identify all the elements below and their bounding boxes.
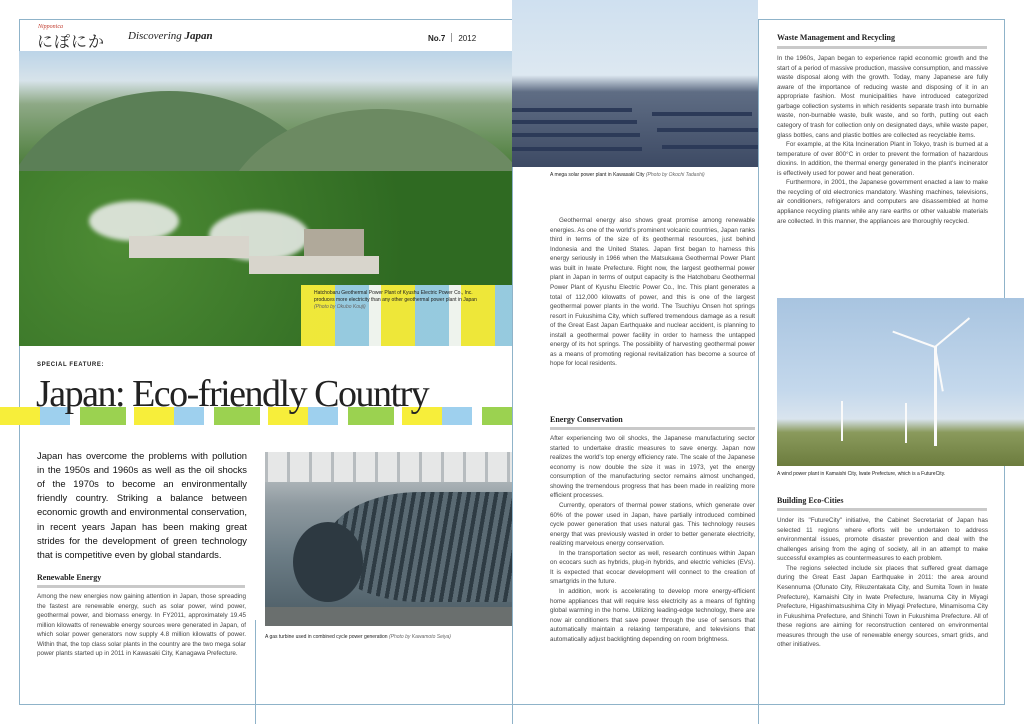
section-title-eco-cities: Building Eco-Cities bbox=[777, 496, 844, 505]
issue-number: No.7 bbox=[428, 34, 446, 43]
frame-right bbox=[1004, 19, 1005, 299]
issue-year: 2012 bbox=[458, 34, 477, 43]
geothermal-caption-credit: (Photo by Okubo Kouji) bbox=[314, 303, 366, 310]
waste-paragraph: Furthermore, in 2001, the Japanese government enacted a law to make the recycling of old electronics mandatory. Washing machines, televisions, air conditioners, refrigerators and computers are disassembled at home appliance recycling plants while any rare earths or other valuable materials are collected. In this manner, the appliances are thoroughly recycled. bbox=[777, 179, 988, 225]
geothermal-caption-text: Hatchobaru Geothermal Power Plant of Kyushu Electric Power Co., Inc. produces more electricity than any other geothermal power plant in Japan bbox=[314, 290, 477, 303]
wind-turbine-blade bbox=[934, 317, 970, 347]
logo: にぽにか bbox=[37, 32, 106, 51]
frame-top-left bbox=[19, 19, 512, 20]
roof-truss bbox=[265, 452, 512, 482]
conservation-body bbox=[550, 434, 755, 644]
wind-plant-photo bbox=[777, 298, 1024, 466]
solar-plant-photo bbox=[512, 0, 758, 167]
solar-panel-row bbox=[512, 133, 640, 137]
section-rule bbox=[777, 508, 987, 511]
eco-cities-paragraph: Under its "FutureCity" initiative, the Cabinet Secretariat of Japan has selected 11 regions where efforts will be undertaken to address environmental issues, promote disaster prevention and deal with the challenges arising from the aging of society, all in an attempt to make successful examples as countermeasures to each problem. bbox=[777, 517, 988, 563]
plant-building bbox=[129, 236, 249, 258]
factory-floor bbox=[265, 607, 512, 626]
solar-caption-text: A mega solar power plant in Kawasaki City bbox=[550, 172, 645, 178]
solar-panel-row bbox=[512, 108, 632, 112]
plant-building bbox=[249, 256, 379, 274]
frame-right-lower bbox=[1004, 466, 1005, 705]
solar-caption-credit: (Photo by Okochi Tadashi) bbox=[645, 172, 705, 178]
waste-paragraph: For example, at the Kita Incineration Plant in Tokyo, trash is burned at a temperature of over 800°C in order to prevent the formation of hazardous dioxins. In addition, the thermal energy generated in the plant's incinerator is effectively used for power and heat generation. bbox=[777, 141, 988, 177]
turbine-caption-credit: (Photo by Kawamoto Seiya) bbox=[388, 634, 451, 640]
conservation-paragraph: Currently, operators of thermal power stations, which generate over 60% of the power used in Japan, have partially introduced combined cycle power generation that uses natural gas. This technology reuses energy that was previously wasted in order to better generate electricity, realizing marvelous energy conservation. bbox=[550, 501, 755, 548]
wind-caption-text: A wind power plant in Kamaishi City, Iwate Prefecture, which is a FutureCity. bbox=[777, 471, 946, 477]
turbine-caption bbox=[265, 634, 512, 641]
wind-turbine-tower bbox=[905, 403, 907, 443]
wind-turbine-blade bbox=[892, 331, 935, 348]
section-rule bbox=[37, 585, 245, 588]
feature-lead: Japan has overcome the problems with pollution in the 1950s and 1960s as well as the oil shocks of the 1970s to become an environmentally friendly country. Striking a balance between economic growth and environmental conservation, in recent years Japan has been making great strides for the development of green technology that is competitive even by global standards. bbox=[37, 450, 247, 560]
section-rule bbox=[777, 46, 987, 49]
section-title-waste: Waste Management and Recycling bbox=[777, 33, 895, 42]
solar-panel-row bbox=[662, 145, 758, 149]
page-divider-right bbox=[758, 19, 759, 724]
page-divider-left bbox=[255, 620, 256, 724]
section-title-conservation: Energy Conservation bbox=[550, 415, 623, 424]
turbine-core bbox=[293, 522, 363, 602]
feature-kicker: SPECIAL FEATURE: bbox=[37, 362, 105, 368]
solar-panel-row bbox=[512, 147, 642, 151]
renewable-body bbox=[37, 592, 246, 659]
wind-caption bbox=[777, 471, 997, 478]
series-title bbox=[128, 30, 213, 42]
issue-separator bbox=[451, 33, 452, 42]
solar-panel-row bbox=[652, 112, 752, 116]
geothermal-body bbox=[550, 216, 755, 369]
waste-paragraph: In the 1960s, Japan began to experience rapid economic growth and the start of a period of massive production, massive consumption, and massive waste disposal along with the growth. Today, many Japanese are fully aware of the importance of reducing waste and disposing of it in an appropriate fashion. Most municipalities have introduced categorized garbage collection systems in which residents separate trash into burnable waste, non-burnable waste, bulk waste, and so forth, putting out each category of trash for collection only on designated days, while waste paper, glass bottles, cans and plastic bottles are collected as recyclable items. bbox=[777, 55, 988, 139]
gas-turbine-photo bbox=[265, 452, 512, 626]
section-rule bbox=[550, 427, 755, 430]
turbine-caption-text: A gas turbine used in combined cycle power generation bbox=[265, 634, 388, 640]
solar-panel-row bbox=[512, 120, 637, 124]
section-title-renewable: Renewable Energy bbox=[37, 573, 102, 582]
waste-body bbox=[777, 54, 988, 226]
eco-cities-body bbox=[777, 516, 988, 650]
conservation-paragraph: After experiencing two oil shocks, the Japanese manufacturing sector started to undertake drastic measures to save energy. Japan now realizes the world's top energy efficiency rate. The scale of the Japanese economy is now double the size it was in 1973, yet the energy consumption of the manufacturing sector remains almost unchanged, showing the tremendous progress that has been made in realizing more efficient processes. bbox=[550, 435, 755, 500]
geothermal-paragraph: Geothermal energy also shows great promise among renewable energies. As one of the world's prominent volcanic countries, Japan ranks third in terms of the size of its geothermal resources, just behind Indonesia and the United States. Japan first began to harness this energy seriously in 1966 when the Matsukawa Geothermal Power Plant was built in Iwate Prefecture. Right now, the largest geothermal power plant in Japan in terms of output capacity is the Hatchobaru Geothermal Power Plant of Kyushu Electric Power Co., Inc. This plant generates a total of 112,000 kilowatts of power, and this is one of the largest geothermal power plants in the world. The Tsuchiyu Onsen hot springs resort in Fukushima City, which suffered tremendous damage as a result of the Great East Japan Earthquake and nuclear accident, is planning to install a geothermal power facility in order to harness the untapped energy of its hot springs. The possibility of harvesting geothermal power as a means of promoting regional revitalization has become a source of hope for local residents. bbox=[550, 217, 755, 368]
conservation-paragraph: In addition, work is accelerating to develop more energy-efficient home appliances that will require less electricity as a means of fighting global warming in the home. Utilizing leading-edge technology, there are now air conditioners that save power through the use of sensors that automatically maintain a relaxing temperature, and televisions that automatically adjust backlighting depending on room brightness. bbox=[550, 588, 755, 643]
eco-cities-paragraph: The regions selected include six places that suffered great damage during the Great East Japan Earthquake in 2011: the area around Kesennuma (Ofunato City, Rikuzentakata City, and Sumita Town in Iwate Prefecture), Kamaishi City in Iwate Prefecture, Iwanuma City in Miyagi Prefecture, Higashimatsushima City in Miyagi Prefecture, Minamisoma City in Fukushima Prefecture, and Shinchi Town in Fukushima Prefecture. All of these regions are aiming for reconstruction centered on environmental measures through the use of renewable energy sources, smart grids, and other initiatives. bbox=[777, 564, 988, 649]
plant-roof bbox=[304, 229, 364, 259]
feature-headline: Japan: Eco-friendly Country bbox=[36, 373, 429, 415]
solar-panel-row bbox=[657, 128, 758, 132]
frame-top-right bbox=[758, 19, 1004, 20]
series-prefix: Discovering bbox=[128, 30, 182, 42]
conservation-paragraph: In the transportation sector as well, research continues within Japan on ecocars such as hybrids, plug-in hybrids, and electric vehicles (EVs). It is expected that ecocar development will connect to the creation of smartgrids in the future. bbox=[550, 549, 755, 586]
issue-info bbox=[428, 33, 476, 43]
renewable-paragraph: Among the new energies now gaining attention in Japan, those spreading the fastest are renewable energy, such as solar power, wind power, geothermal power, and biomass energy. In FY2011, approximately 19.45 million kilowatts of renewable energy sources were generated in Japan, of which solar power generators now supply 4.8 million kilowatts of power. Within that, the top class solar plants in the country are the two mega solar power plants started up in 2011 in Kawasaki City, Kanagawa Prefecture. bbox=[37, 593, 246, 658]
steam-cloud bbox=[89, 201, 179, 241]
series-name: Japan bbox=[184, 30, 213, 42]
logo-tagline: Nipponica bbox=[38, 24, 63, 30]
wind-turbine-tower bbox=[841, 401, 843, 441]
geothermal-caption bbox=[314, 290, 482, 310]
solar-caption bbox=[550, 172, 755, 179]
